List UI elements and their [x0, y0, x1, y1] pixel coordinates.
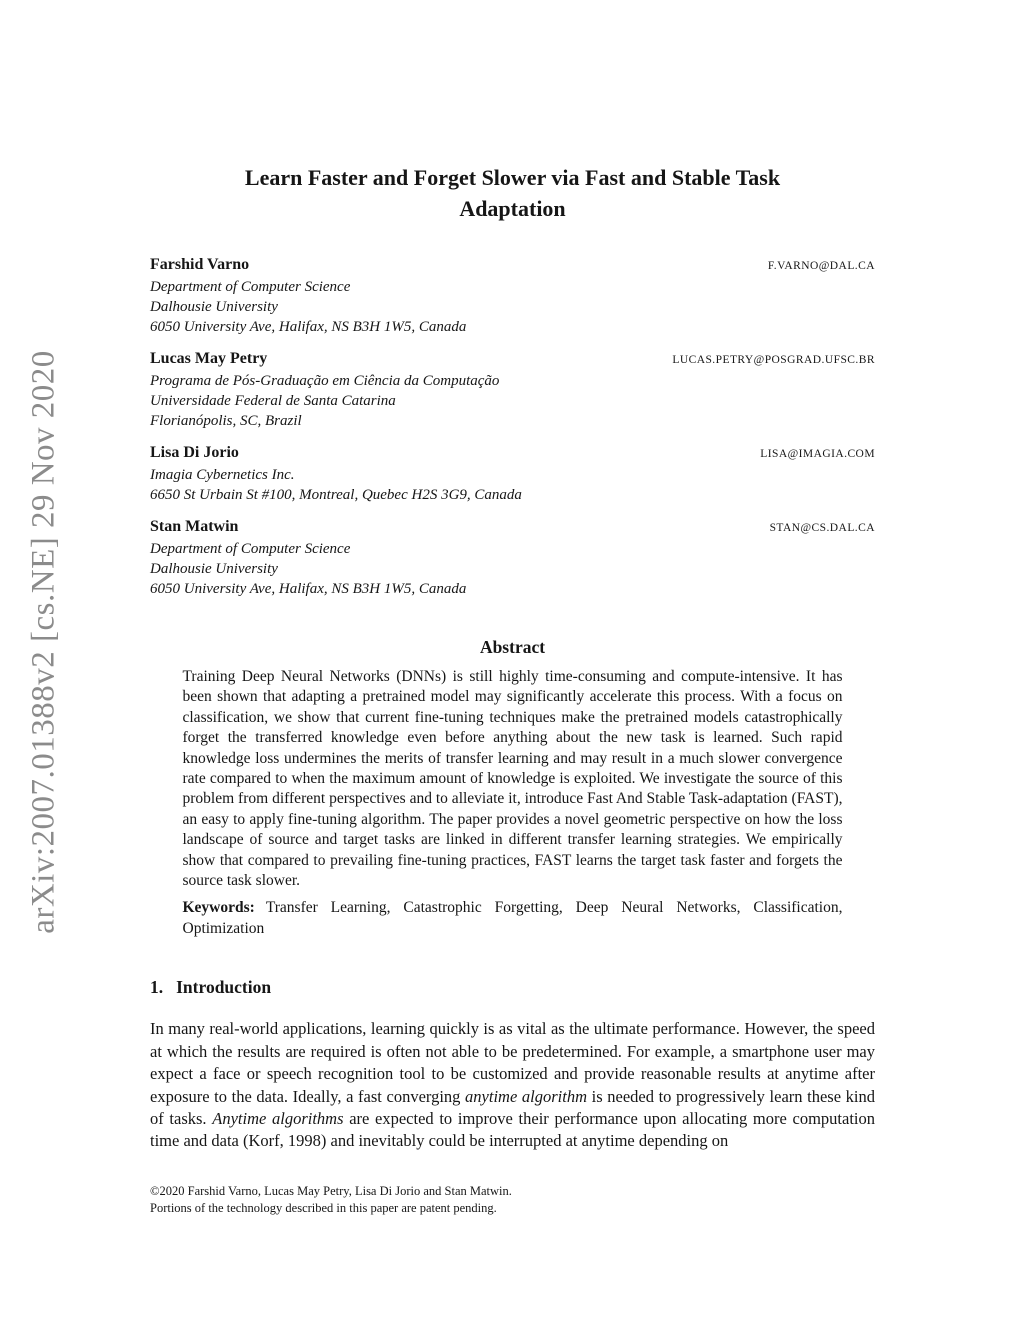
keywords-text: Transfer Learning, Catastrophic Forgetting, Deep Neural Networks, Classification, Optimization — [182, 899, 843, 937]
intro-text-segment: In many real-world applications, learning quickly is as vital as the ultimate performance. However, the speed at which the results are required is often not able to be predetermined. For example, a smartphone user may expect a face or speech recognition tool to be customized and provide reasonable results at anytime after exposure to the data. Ideally, a fast converging — [150, 1019, 875, 1106]
intro-text-segment: are expected to improve their performance upon allocating more computation time and data (Korf, 1998) and inevitably could be interrupted at anytime depending on — [150, 1108, 875, 1151]
author-affiliation: 6650 St Urbain St #100, Montreal, Quebec H2S 3G9, Canada — [150, 487, 522, 503]
author-block — [150, 516, 875, 599]
author-affiliation: Florianópolis, SC, Brazil — [150, 413, 302, 429]
paper-title — [150, 162, 875, 224]
author-block — [150, 348, 875, 431]
author-affiliation: 6050 University Ave, Halifax, NS B3H 1W5, Canada — [150, 319, 467, 335]
copyright-note — [150, 1183, 875, 1218]
author-affiliation: Universidade Federal de Santa Catarina — [150, 393, 396, 409]
author-email: LISA@IMAGIA.COM — [760, 448, 875, 460]
author-row — [150, 254, 875, 277]
author-block — [150, 254, 875, 337]
author-affiliation: Programa de Pós-Graduação em Ciência da Computação — [150, 373, 500, 389]
authors-section — [150, 254, 875, 599]
paper-content — [150, 0, 875, 1218]
author-affiliation: Department of Computer Science — [150, 279, 351, 295]
author-name: Lucas May Petry — [150, 350, 268, 367]
author-affiliation: Imagia Cybernetics Inc. — [150, 467, 295, 483]
title-line: Adaptation — [459, 196, 566, 221]
author-affiliation: 6050 University Ave, Halifax, NS B3H 1W5, Canada — [150, 581, 467, 597]
author-affiliation: Department of Computer Science — [150, 541, 351, 557]
section-title: Introduction — [176, 977, 272, 998]
arxiv-watermark: arXiv:2007.01388v2 [cs.NE] 29 Nov 2020 — [25, 350, 62, 934]
author-email: LUCAS.PETRY@POSGRAD.UFSC.BR — [672, 354, 875, 366]
intro-paragraph — [150, 1018, 875, 1152]
patent-line: Portions of the technology described in this paper are patent pending. — [150, 1201, 497, 1216]
abstract-text: Training Deep Neural Networks (DNNs) is still highly time-consuming and compute-intensive. It has been shown that adapting a pretrained model may significantly accelerate this process. With a focus on classification, we show that current fine-tuning techniques make the pretrained models catastrophically forget the transferred knowledge even before anything about the new task is learned. Such rapid knowledge loss undermines the merits of transfer learning and may result in a much slower convergence rate compared to when the maximum amount of knowledge is exploited. We investigate the source of this problem from different perspectives and to alleviate it, introduce Fast And Stable Task-adaptation (FAST), an easy to apply fine-tuning algorithm. The paper provides a novel geometric perspective on how the loss landscape of source and target tasks are linked in different transfer learning strategies. We empirically show that compared to prevailing fine-tuning practices, FAST learns the target task faster and forgets the source task slower. — [182, 668, 843, 890]
author-row — [150, 348, 875, 371]
author-email: STAN@CS.DAL.CA — [769, 522, 875, 534]
section-number: 1. — [150, 977, 164, 998]
section-heading-introduction — [150, 977, 875, 998]
author-affiliation: Dalhousie University — [150, 561, 278, 577]
copyright-line: ©2020 Farshid Varno, Lucas May Petry, Lisa Di Jorio and Stan Matwin. — [150, 1183, 512, 1198]
title-line: Learn Faster and Forget Slower via Fast and Stable Task — [244, 165, 781, 190]
author-block — [150, 442, 875, 505]
intro-italic-segment: Anytime algorithms — [212, 1108, 344, 1128]
author-row — [150, 516, 875, 539]
author-email: F.VARNO@DAL.CA — [767, 260, 875, 272]
author-name: Lisa Di Jorio — [150, 444, 239, 461]
abstract-heading: Abstract — [479, 637, 546, 657]
author-row — [150, 442, 875, 465]
author-name: Farshid Varno — [150, 256, 250, 273]
author-affiliation: Dalhousie University — [150, 299, 278, 315]
keywords-label: Keywords: — [182, 899, 255, 917]
author-name: Stan Matwin — [150, 518, 239, 535]
intro-italic-segment: anytime algorithm — [465, 1086, 587, 1106]
intro-text-segment: is needed to progressively learn these kind of tasks. — [150, 1086, 875, 1128]
keywords — [183, 898, 843, 939]
